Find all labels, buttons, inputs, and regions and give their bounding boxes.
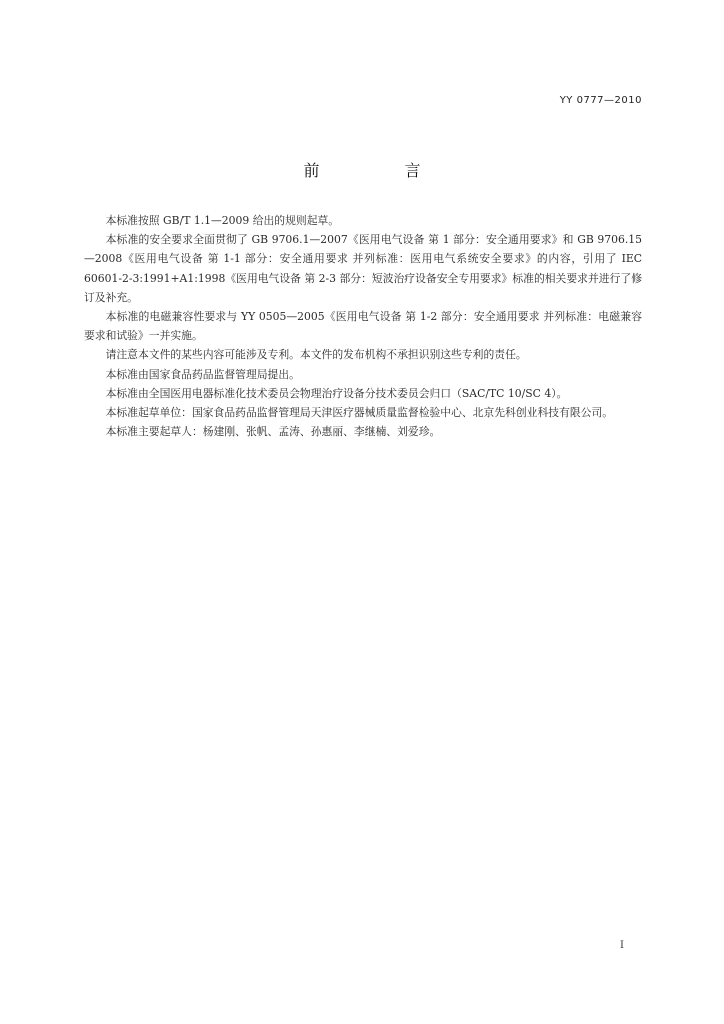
- page-number: I: [620, 940, 624, 951]
- paragraph-drafting-units: 本标准起草单位：国家食品药品监督管理局天津医疗器械质量监督检验中心、北京先科创业科技有限公司。: [105, 406, 614, 420]
- paragraph-proposer: 本标准由国家食品药品监督管理局提出。: [105, 367, 300, 381]
- paragraph-emc-requirements: 本标准的电磁兼容性要求与 YY 0505—2005《医用电气设备 第 1-2 部分：安全通用要求 并列标准：电磁兼容 要求和试验》一并实施。: [84, 310, 642, 343]
- paragraph-patent-notice: 请注意本文件的某些内容可能涉及专利。本文件的发布机构不承担识别这些专利的责任。: [105, 348, 527, 362]
- paragraph-drafters: 本标准主要起草人：杨建刚、张帆、孟涛、孙惠丽、李继楠、刘爱珍。: [105, 425, 441, 439]
- foreword-body: [84, 211, 642, 441]
- paragraph-drafting-rules: 本标准按照 GB/T 1.1—2009 给出的规则起草。: [105, 214, 340, 227]
- standard-code: YY 0777—2010: [559, 95, 642, 106]
- page-title: 前 言: [303, 161, 461, 180]
- paragraph-safety-requirements: 本标准的安全要求全面贯彻了 GB 9706.1—2007《医用电气设备 第 1 部分：安全通用要求》和 GB 9706.15—2008《医用电气设备 第 1-1 部分：安全通用要求 并列标准：医用电气系统安全要求》的内容，引用了 IEC 60601-2-3:1991+A1:1998《医用电气设备 第 2-3 部分：短波治疗设备安全专用要求》标准的相关要求并进行了修订及补充。: [84, 233, 642, 304]
- paragraph-technical-committee: 本标准由全国医用电器标准化技术委员会物理治疗设备分技术委员会归口（SAC/TC 10/SC 4）。: [105, 386, 568, 400]
